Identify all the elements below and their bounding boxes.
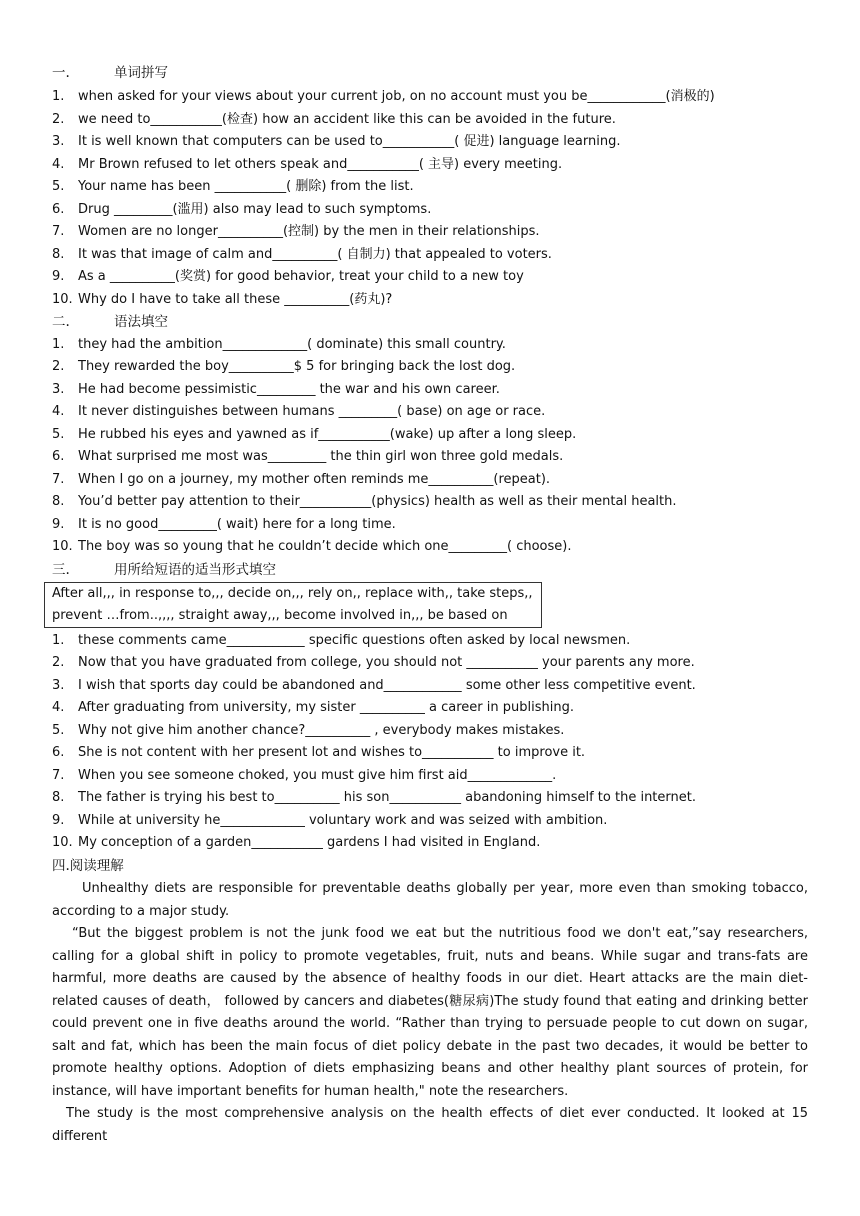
list-item: 8. The father is trying his best to__________ his son___________ abandoning himself to the internet. bbox=[52, 790, 696, 805]
list-item: 1. these comments came____________ specific questions often asked by local newsmen. bbox=[52, 633, 631, 648]
list-item: 3. It is well known that computers can be used to___________( 促进) language learning. bbox=[52, 134, 621, 149]
list-item: 7. When I go on a journey, my mother often reminds me__________(repeat). bbox=[52, 472, 551, 487]
list-item: 4. After graduating from university, my sister __________ a career in publishing. bbox=[52, 700, 574, 715]
list-item: 2. we need to___________(检查) how an accident like this can be avoided in the future. bbox=[52, 112, 616, 127]
list-item: 10. The boy was so young that he couldn’t decide which one_________( choose). bbox=[52, 539, 572, 554]
section-3-heading bbox=[52, 560, 810, 580]
list-item: 9. It is no good_________( wait) here for a long time. bbox=[52, 517, 396, 532]
section-title: 语法填空 bbox=[114, 314, 168, 330]
list-item: 2. They rewarded the boy__________$ 5 for bringing back the lost dog. bbox=[52, 359, 516, 374]
list-item: 8. It was that image of calm and__________( 自制力) that appealed to voters. bbox=[52, 247, 552, 262]
list-item: 5. He rubbed his eyes and yawned as if___________(wake) up after a long sleep. bbox=[52, 427, 577, 442]
reading-paragraph: Unhealthy diets are responsible for preventable deaths globally per year, more even than smoking tobacco, according to a major study. bbox=[52, 881, 808, 919]
section-number: 二. bbox=[52, 314, 70, 330]
list-item: 5. Your name has been ___________( 删除) from the list. bbox=[52, 179, 414, 194]
section-number: 三. bbox=[52, 562, 70, 578]
list-item: 8. You’d better pay attention to their___________(physics) health as well as their mental health. bbox=[52, 494, 677, 509]
list-item: 6. She is not content with her present lot and wishes to___________ to improve it. bbox=[52, 745, 586, 760]
list-item: 4. It never distinguishes between humans _________( base) on age or race. bbox=[52, 404, 546, 419]
section-title: 用所给短语的适当形式填空 bbox=[114, 562, 276, 578]
list-item: 10. My conception of a garden___________ gardens I had visited in England. bbox=[52, 835, 541, 850]
section-1-heading bbox=[52, 63, 810, 83]
list-item: 2. Now that you have graduated from college, you should not ___________ your parents any more. bbox=[52, 655, 695, 670]
section-title: 四.阅读理解 bbox=[52, 858, 124, 874]
phrase-box-line: prevent …from..,,,, straight away,,, become involved in,,, be based on bbox=[52, 608, 508, 623]
list-item: 9. As a __________(奖赏) for good behavior, treat your child to a new toy bbox=[52, 269, 524, 284]
list-item: 4. Mr Brown refused to let others speak and___________( 主导) every meeting. bbox=[52, 157, 563, 172]
section-4-heading bbox=[52, 856, 810, 876]
reading-paragraph: The study is the most comprehensive analysis on the health effects of diet ever conducted. It looked at 15 different bbox=[52, 1106, 808, 1144]
reading-paragraph: “But the biggest problem is not the junk food we eat but the nutritious food we don't eat,”say researchers, calling for a global shift in policy to promote vegetables, fruit, nuts and beans. While sugar and trans-fats are harmful, more deaths are caused by the absence of healthy foods in our diet. Heart attacks are the main diet-related causes of death， followed by cancers and diabetes(糖尿病)The study found that eating and drinking better could prevent one in five deaths around the world. “Rather than trying to persuade people to cut down on sugar, salt and fat, which has been the main focus of diet policy debate in the past two decades, it would be better to promote healthy options. Adoption of diets emphasizing beans and other healthy plant sources of protein, for instance, will have important benefits for human health," note the researchers. bbox=[52, 926, 808, 1099]
section-number: 一. bbox=[52, 65, 70, 81]
phrase-box bbox=[44, 582, 542, 628]
list-item: 9. While at university he_____________ voluntary work and was seized with ambition. bbox=[52, 813, 608, 828]
section-2-heading bbox=[52, 312, 810, 332]
list-item: 10. Why do I have to take all these __________(药丸)? bbox=[52, 292, 393, 307]
section-title: 单词拼写 bbox=[114, 65, 168, 81]
list-item: 1. when asked for your views about your current job, on no account must you be____________(消极的) bbox=[52, 89, 715, 104]
list-item: 3. I wish that sports day could be abandoned and____________ some other less competitive event. bbox=[52, 678, 696, 693]
list-item: 5. Why not give him another chance?__________ , everybody makes mistakes. bbox=[52, 723, 565, 738]
list-item: 6. What surprised me most was_________ the thin girl won three gold medals. bbox=[52, 449, 564, 464]
list-item: 3. He had become pessimistic_________ the war and his own career. bbox=[52, 382, 500, 397]
list-item: 1. they had the ambition_____________( dominate) this small country. bbox=[52, 337, 506, 352]
list-item: 6. Drug _________(滥用) also may lead to such symptoms. bbox=[52, 202, 432, 217]
list-item: 7. Women are no longer__________(控制) by the men in their relationships. bbox=[52, 224, 540, 239]
phrase-box-line: After all,,, in response to,,, decide on,,, rely on,, replace with,, take steps,, bbox=[52, 586, 533, 601]
list-item: 7. When you see someone choked, you must give him first aid_____________. bbox=[52, 768, 557, 783]
